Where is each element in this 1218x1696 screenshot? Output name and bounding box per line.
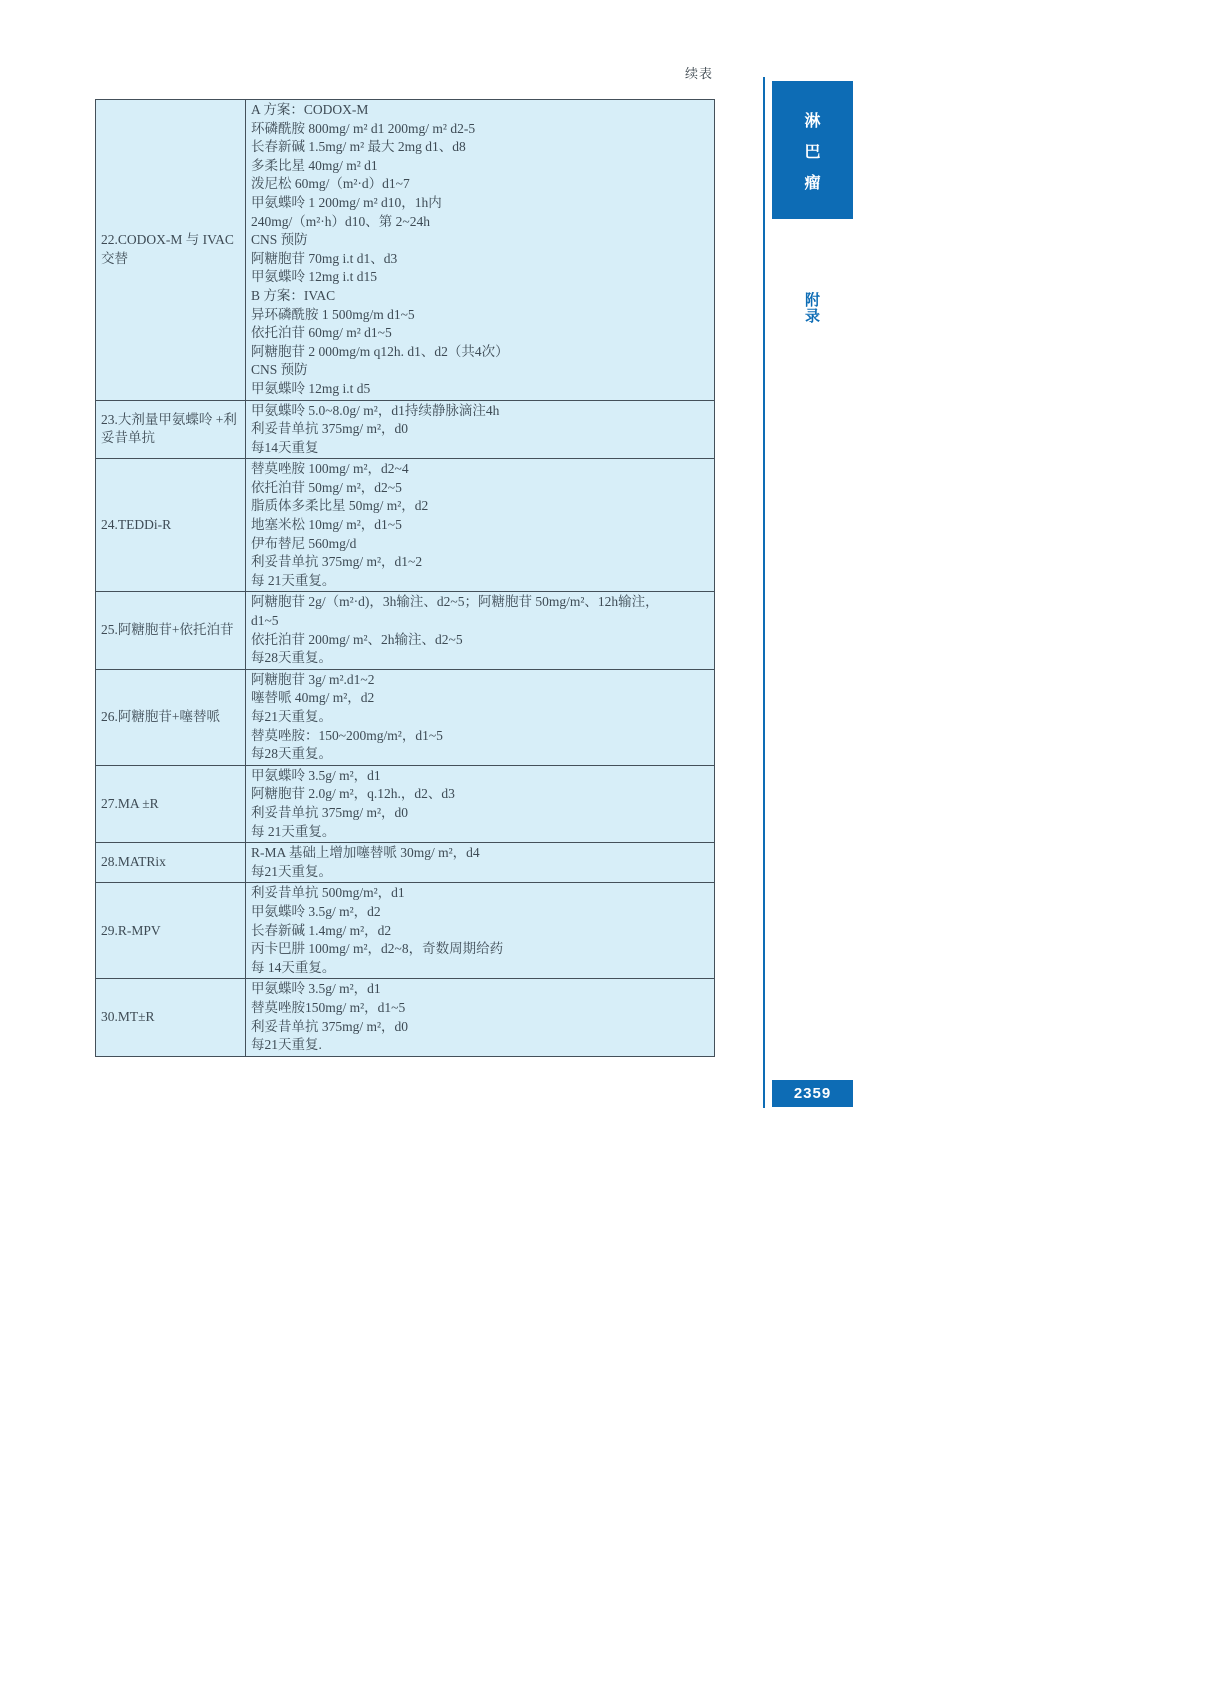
regimen-detail-line: 利妥昔单抗 375mg/ m²，d0 (251, 804, 409, 820)
regimen-detail-line: 240mg/（m²·h）d10、第 2~24h (251, 213, 430, 229)
regimen-detail-line: 脂质体多柔比星 50mg/ m²，d2 (251, 498, 429, 514)
regimen-detail-line: 利妥昔单抗 375mg/ m²，d1~2 (251, 554, 423, 570)
regimen-name: 27.MA ±R (101, 795, 159, 811)
regimen-detail-cell (246, 100, 714, 400)
regimen-detail-line: CNS 预防 (251, 232, 308, 248)
chapter-tab-lymphoma (772, 81, 853, 219)
regimen-detail-line: 丙卡巴肼 100mg/ m²，d2~8，奇数周期给药 (251, 941, 504, 957)
chapter-tab-char: 巴 (804, 143, 821, 161)
table-continued-label: 续表 (684, 66, 713, 81)
regimen-name: 30.MT±R (101, 1009, 155, 1025)
regimen-name: 28.MATRix (101, 854, 166, 870)
regimen-detail-line: 每21天重复。 (251, 709, 332, 724)
regimen-detail-line: 噻替哌 40mg/ m²，d2 (251, 690, 375, 706)
table-row (96, 765, 714, 842)
regimen-detail-cell (246, 766, 714, 842)
regimen-detail-line: d1~5 (251, 613, 279, 629)
regimen-name: 24.TEDDi-R (101, 517, 172, 533)
regimen-detail-line: 环磷酰胺 800mg/ m² d1 200mg/ m² d2-5 (251, 120, 476, 136)
regimen-detail-line: CNS 预防 (251, 362, 308, 378)
regimen-name-cell (96, 670, 246, 765)
regimen-detail-line: 甲氨蝶呤 3.5g/ m²，d1 (251, 767, 381, 783)
regimen-detail-line: 每28天重复。 (251, 746, 332, 762)
table-row (96, 978, 714, 1055)
regimen-name-cell (96, 459, 246, 591)
regimen-detail-line: 甲氨蝶呤 12mg i.t d5 (251, 380, 371, 396)
regimen-table (95, 99, 715, 1057)
regimen-detail-line: B 方案：IVAC (251, 287, 336, 303)
regimen-detail-line: 阿糖胞苷 3g/ m².d1~2 (251, 671, 375, 687)
table-row (96, 842, 714, 882)
regimen-detail-line: 阿糖胞苷 2g/（m²·d)，3h输注、d2~5；阿糖胞苷 50mg/m²、12h输注， (251, 594, 659, 610)
regimen-detail-line: 阿糖胞苷 70mg i.t d1、d3 (251, 250, 398, 266)
regimen-detail-cell (246, 459, 714, 591)
appendix-char: 录 (804, 308, 820, 325)
regimen-detail-line: 每21天重复. (251, 1037, 322, 1053)
table-row (96, 669, 714, 765)
chapter-tab-char: 淋 (804, 112, 821, 130)
regimen-detail-line: 甲氨蝶呤 12mg i.t d15 (251, 269, 378, 285)
regimen-detail-line: 长春新碱 1.5mg/ m² 最大 2mg d1、d8 (251, 139, 466, 155)
regimen-detail-line: 利妥昔单抗 500mg/m²，d1 (251, 885, 405, 901)
sidebar-divider-line (763, 77, 765, 1108)
chapter-tab-char: 瘤 (804, 174, 821, 192)
regimen-name-cell (96, 592, 246, 668)
regimen-detail-line: 伊布替尼 560mg/d (251, 535, 357, 551)
regimen-name-cell (96, 401, 246, 459)
regimen-detail-line: 甲氨蝶呤 3.5g/ m²，d1 (251, 981, 381, 997)
regimen-detail-cell (246, 401, 714, 459)
regimen-detail-line: 异环磷酰胺 1 500mg/m d1~5 (251, 306, 415, 322)
regimen-detail-line: A 方案：CODOX-M (251, 102, 369, 117)
regimen-name-cell (96, 766, 246, 842)
regimen-name: 26.阿糖胞苷+噻替哌 (101, 709, 220, 724)
regimen-detail-cell (246, 592, 714, 668)
regimen-detail-line: 替莫唑胺：150~200mg/m²，d1~5 (251, 727, 443, 743)
regimen-detail-line: 泼尼松 60mg/（m²·d）d1~7 (251, 176, 410, 192)
regimen-detail-line: 利妥昔单抗 375mg/ m²，d0 (251, 1018, 409, 1034)
table-row (96, 458, 714, 591)
table-row (96, 400, 714, 459)
regimen-name-cell (96, 883, 246, 978)
regimen-detail-line: 替莫唑胺150mg/ m²，d1~5 (251, 999, 406, 1015)
regimen-detail-line: 依托泊苷 200mg/ m²、2h输注、d2~5 (251, 631, 463, 647)
regimen-detail-line: 每 21天重复。 (251, 823, 336, 839)
regimen-detail-line: 依托泊苷 50mg/ m²，d2~5 (251, 479, 402, 495)
table-row (96, 882, 714, 978)
regimen-name: 25.阿糖胞苷+依托泊苷 (101, 622, 234, 638)
regimen-detail-line: 替莫唑胺 100mg/ m²，d2~4 (251, 461, 409, 477)
regimen-name-cell (96, 979, 246, 1055)
regimen-name-cell (96, 843, 246, 882)
regimen-detail-cell (246, 883, 714, 978)
regimen-name: 29.R-MPV (101, 922, 161, 938)
regimen-name: 23.大剂量甲氨蝶呤 +利妥昔单抗 (101, 411, 237, 446)
regimen-detail-line: 阿糖胞苷 2 000mg/m q12h. d1、d2（共4次） (251, 343, 509, 359)
regimen-detail-line: 地塞米松 10mg/ m²，d1~5 (251, 517, 402, 533)
regimen-detail-line: 每28天重复。 (251, 650, 332, 666)
appendix-label (772, 293, 853, 325)
regimen-detail-line: 甲氨蝶呤 5.0~8.0g/ m²，d1持续静脉滴注4h (251, 402, 500, 418)
page-number-badge: 2359 (772, 1080, 853, 1107)
appendix-char: 附 (804, 292, 820, 309)
regimen-detail-line: 阿糖胞苷 2.0g/ m²，q.12h.，d2、d3 (251, 786, 455, 802)
regimen-detail-line: 利妥昔单抗 375mg/ m²，d0 (251, 421, 409, 437)
regimen-detail-cell (246, 843, 714, 882)
regimen-detail-cell (246, 979, 714, 1055)
regimen-name: 22.CODOX-M 与 IVAC 交替 (101, 232, 234, 266)
regimen-detail-line: 甲氨蝶呤 1 200mg/ m² d10，1h内 (251, 194, 442, 210)
regimen-detail-line: 每 14天重复。 (251, 959, 336, 975)
regimen-detail-line: 长春新碱 1.4mg/ m²，d2 (251, 922, 392, 938)
regimen-detail-line: 每14天重复 (251, 439, 319, 455)
regimen-detail-line: R-MA 基础上增加噻替哌 30mg/ m²，d4 (251, 845, 480, 861)
regimen-detail-line: 每 21天重复。 (251, 572, 336, 588)
table-row (96, 100, 714, 400)
regimen-detail-line: 依托泊苷 60mg/ m² d1~5 (251, 325, 392, 341)
regimen-detail-line: 每21天重复。 (251, 863, 332, 879)
regimen-detail-line: 甲氨蝶呤 3.5g/ m²，d2 (251, 903, 381, 919)
regimen-detail-cell (246, 670, 714, 765)
regimen-detail-line: 多柔比星 40mg/ m² d1 (251, 157, 378, 173)
table-row (96, 591, 714, 668)
regimen-name-cell (96, 100, 246, 400)
